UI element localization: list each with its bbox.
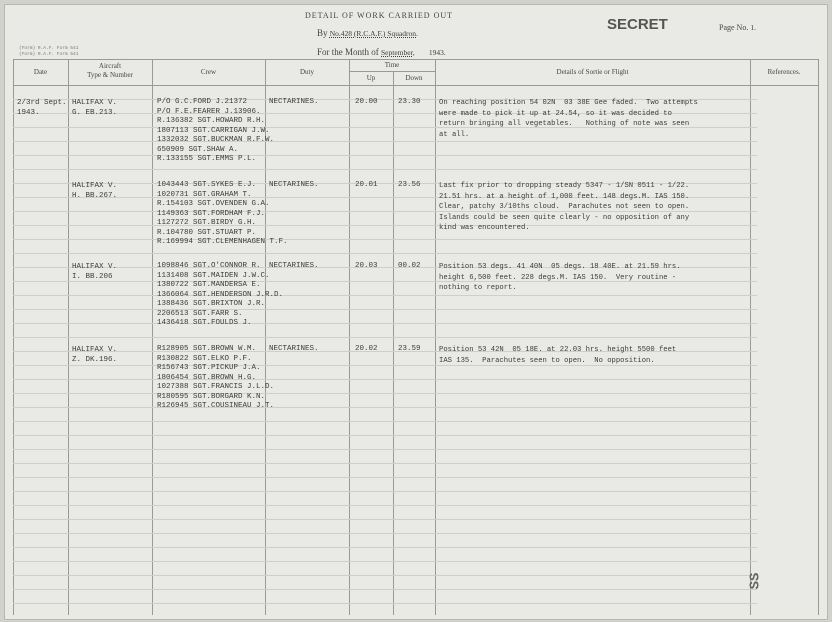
form-sheet — [4, 4, 828, 620]
form-reference — [19, 46, 78, 58]
crew-member: 1098846 SGT.O'CONNOR R. — [157, 262, 261, 270]
year: 1943. — [428, 48, 446, 57]
page-value: 1. — [750, 23, 756, 32]
crew-member: 1436418 SGT.FOULDS J. — [157, 319, 252, 327]
crew-member: R130822 SGT.ELKO P.F. — [157, 354, 252, 363]
crew-member: R.136382 SGT.HOWARD R.H. — [157, 117, 266, 125]
crew-member: 1807113 SGT.CARRIGAN J.W. — [157, 126, 270, 135]
crew-member: P/O F.E.FEARER J.13906. — [157, 107, 261, 116]
col-duty: Duty — [300, 68, 314, 76]
squadron: No.428 (R.C.A.F.) Squadron. — [329, 29, 418, 38]
entry-details: Last fix prior to dropping steady 5347 - 1/SN 0511 - 1/22. 21.51 hrs. at a height of 1,000 feet. 148 degs.M. IAS 150. Clear, patchy 3/10ths cloud. Parachutes not seen to open. Islands could be seen quite clearly - no opposition of any kind was encountered. — [439, 182, 690, 232]
crew-member: R.154103 SGT.OVENDEN G.A. — [157, 200, 270, 208]
crew-member: 2206513 SGT.FARR S. — [157, 309, 243, 318]
crew-member: 1043443 SGT.SYKES E.J. — [157, 181, 257, 189]
entry-up: 20.01 — [355, 181, 378, 189]
crew-member: R180595 SGT.BORGARD K.N. — [157, 392, 266, 401]
entry-details: Position 53 42N 05 18E. at 22.03 hrs. height 5500 feet IAS 135. Parachutes seen to open. No opposition. — [439, 346, 677, 365]
entry-duty: NECTARINES. — [269, 98, 319, 106]
archive-stamp: SS — [747, 572, 764, 590]
crew-member: R156743 SGT.PICKUP J.A. — [157, 364, 261, 372]
page-label: Page No. — [719, 23, 749, 32]
form-ref-1: (Form) R.A.F. Form 541 — [19, 46, 79, 51]
crew-list — [157, 262, 283, 329]
crew-member: 1380722 SGT.MANDERSA E. — [157, 281, 261, 289]
form-title: DETAIL OF WORK CARRIED OUT — [305, 11, 454, 20]
col-time: Time — [384, 61, 400, 69]
crew-list — [157, 345, 274, 412]
crew-member: 1131408 SGT.MAIDEN J.W.C. — [157, 271, 270, 280]
entry-down: 23.56 — [398, 181, 421, 189]
by-label: By — [317, 28, 328, 38]
crew-member: P/O G.C.FORD J.21372 — [157, 98, 248, 106]
crew-member: R.104780 SGT.STUART P. — [157, 228, 257, 237]
col-down: Down — [405, 74, 423, 82]
entry-aircraft: HALIFAX V. I. BB.206 — [72, 263, 118, 281]
entry-up: 20.00 — [355, 98, 378, 106]
crew-member: 1806454 SGT.BROWN H.G. — [157, 373, 257, 382]
entry-duty: NECTARINES. — [269, 345, 319, 353]
crew-list — [157, 98, 274, 165]
crew-member: R128905 SGT.BROWN W.M. — [157, 345, 257, 353]
month: September, — [381, 48, 415, 57]
entry-aircraft: HALIFAX V. H. BB.267. — [72, 182, 118, 200]
col-details: Details of Sortie or Flight — [556, 68, 629, 76]
entry-date: 2/3rd Sept. 1943. — [17, 99, 67, 117]
entry-down: 23.59 — [398, 345, 421, 353]
entry-aircraft: HALIFAX V. Z. DK.196. — [72, 346, 118, 364]
month-line — [317, 47, 446, 57]
squadron-line — [317, 28, 418, 38]
col-crew: Crew — [200, 68, 217, 76]
entry-duty: NECTARINES. — [269, 262, 319, 270]
crew-member: R126945 SGT.COUSINEAU J.T. — [157, 402, 275, 410]
month-label: For the Month of — [317, 47, 379, 57]
secret-stamp: SECRET — [607, 16, 668, 33]
col-references: References. — [767, 68, 801, 76]
crew-member: 1127272 SGT.BIRDY G.H. — [157, 219, 257, 227]
crew-member: R.133155 SGT.EMMS P.L. — [157, 155, 257, 163]
crew-list — [157, 181, 288, 248]
entry-down: 23.30 — [398, 98, 421, 106]
entry-up: 20.03 — [355, 262, 378, 270]
crew-member: 650909 SGT.SHAW A. — [157, 145, 239, 154]
crew-member: R.169994 SGT.CLEMENHAGEN T.F. — [157, 238, 288, 246]
entry-aircraft: HALIFAX V. G. EB.213. — [72, 99, 118, 117]
entry-duty: NECTARINES. — [269, 181, 319, 189]
crew-member: 1149363 SGT.FORDHAM F.J. — [157, 209, 266, 218]
crew-member: 1388436 SGT.BRIXTON J.R. — [157, 300, 266, 308]
col-date: Date — [33, 68, 48, 76]
crew-member: 1020731 SGT.GRAHAM T. — [157, 190, 252, 199]
entry-up: 20.02 — [355, 345, 378, 353]
entry-details: Position 53 degs. 41 40N 05 degs. 18 40E. at 21.59 hrs. height 6,500 feet. 228 degs.M. IAS 150. Very routine - nothing to report. — [439, 263, 681, 292]
crew-member: 1332032 SGT.BUCKMAN R.F.W. — [157, 136, 275, 144]
entry-details: On reaching position 54 02N 03 38E Gee faded. Two attempts were made to pick it up at 24.54, so it was decided to return bringing all vegetables. Nothing of note was seen at all. — [439, 99, 698, 139]
form-ref-2: (Form) R.A.F. Form 541 — [19, 52, 79, 57]
page-number — [719, 23, 756, 32]
entry-down: 00.02 — [398, 262, 421, 270]
crew-member: 1027388 SGT.FRANCIS J.L.D. — [157, 383, 275, 391]
col-aircraft: Aircraft Type & Number — [87, 62, 133, 79]
col-up: Up — [366, 74, 376, 82]
crew-member: 1366064 SGT.HENDERSON J.R.D. — [157, 290, 284, 299]
